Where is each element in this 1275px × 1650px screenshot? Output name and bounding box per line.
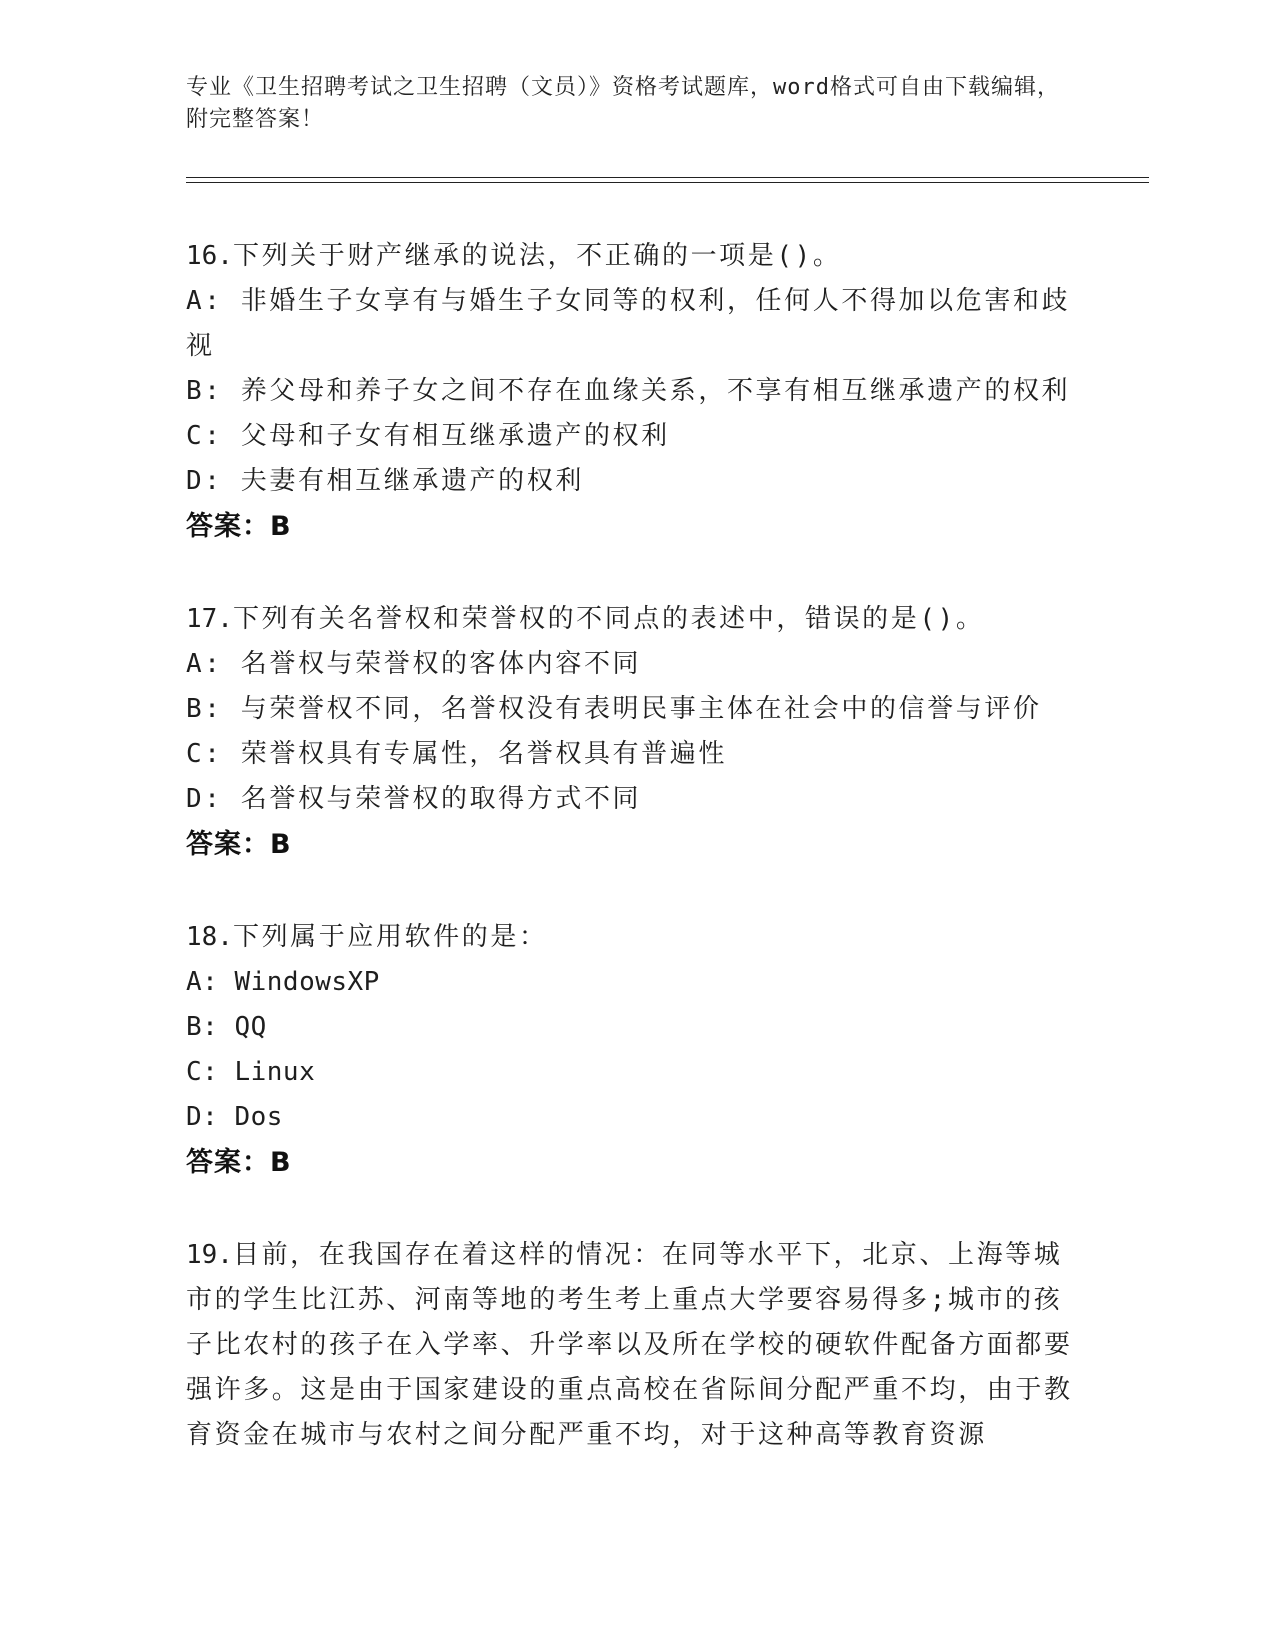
question-number: 17. (186, 604, 233, 634)
question-18 (186, 915, 1086, 1185)
option-c: C: Linux (186, 1057, 316, 1087)
option-b: B: 与荣誉权不同，名誉权没有表明民事主体在社会中的信誉与评价 (186, 694, 1042, 724)
question-number: 18. (186, 922, 233, 952)
question-text: 下列关于财产继承的说法，不正确的一项是()。 (232, 241, 842, 271)
header-divider-top (186, 177, 1149, 178)
option-a: A: 名誉权与荣誉权的客体内容不同 (186, 649, 642, 679)
answer-line: 答案：B (186, 829, 292, 860)
question-16 (186, 234, 1086, 549)
question-stem (186, 597, 1086, 642)
option-a: A: 非婚生子女享有与婚生子女同等的权利，任何人不得加以危害和歧视 (186, 286, 1071, 361)
question-number: 19. (186, 1240, 233, 1270)
answer-line: 答案：B (186, 511, 292, 542)
option-c: C: 荣誉权具有专属性，名誉权具有普遍性 (186, 739, 727, 769)
question-number: 16. (186, 241, 233, 271)
option-d: D: Dos (186, 1102, 283, 1132)
question-19 (186, 1233, 1086, 1458)
header-note: 专业《卫生招聘考试之卫生招聘（文员）》资格考试题库，word格式可自由下载编辑，附完整答案！ (186, 75, 1060, 132)
option-d: D: 名誉权与荣誉权的取得方式不同 (186, 784, 642, 814)
question-list (186, 234, 1086, 1506)
option-a: A: WindowsXP (186, 967, 380, 997)
question-stem (186, 1233, 1086, 1458)
option-b: B: QQ (186, 1012, 267, 1042)
option-b: B: 养父母和养子女之间不存在血缘关系，不享有相互继承遗产的权利 (186, 376, 1071, 406)
question-stem (186, 915, 1086, 960)
question-text: 下列有关名誉权和荣誉权的不同点的表述中，错误的是()。 (232, 604, 985, 634)
header-divider-bottom (186, 182, 1149, 183)
question-text: 下列属于应用软件的是： (232, 922, 548, 952)
option-d: D: 夫妻有相互继承遗产的权利 (186, 466, 584, 496)
question-17 (186, 597, 1086, 867)
question-stem (186, 234, 1086, 279)
option-c: C: 父母和子女有相互继承遗产的权利 (186, 421, 670, 451)
answer-line: 答案：B (186, 1147, 292, 1178)
question-text: 目前，在我国存在着这样的情况：在同等水平下，北京、上海等城市的学生比江苏、河南等地的考生考上重点大学要容易得多;城市的孩子比农村的孩子在入学率、升学率以及所在学校的硬软件配备方面都要强许多。这是由于国家建设的重点高校在省际间分配严重不均，由于教育资金在城市与农村之间分配严重不均，对于这种高等教育资源 (186, 1240, 1073, 1450)
